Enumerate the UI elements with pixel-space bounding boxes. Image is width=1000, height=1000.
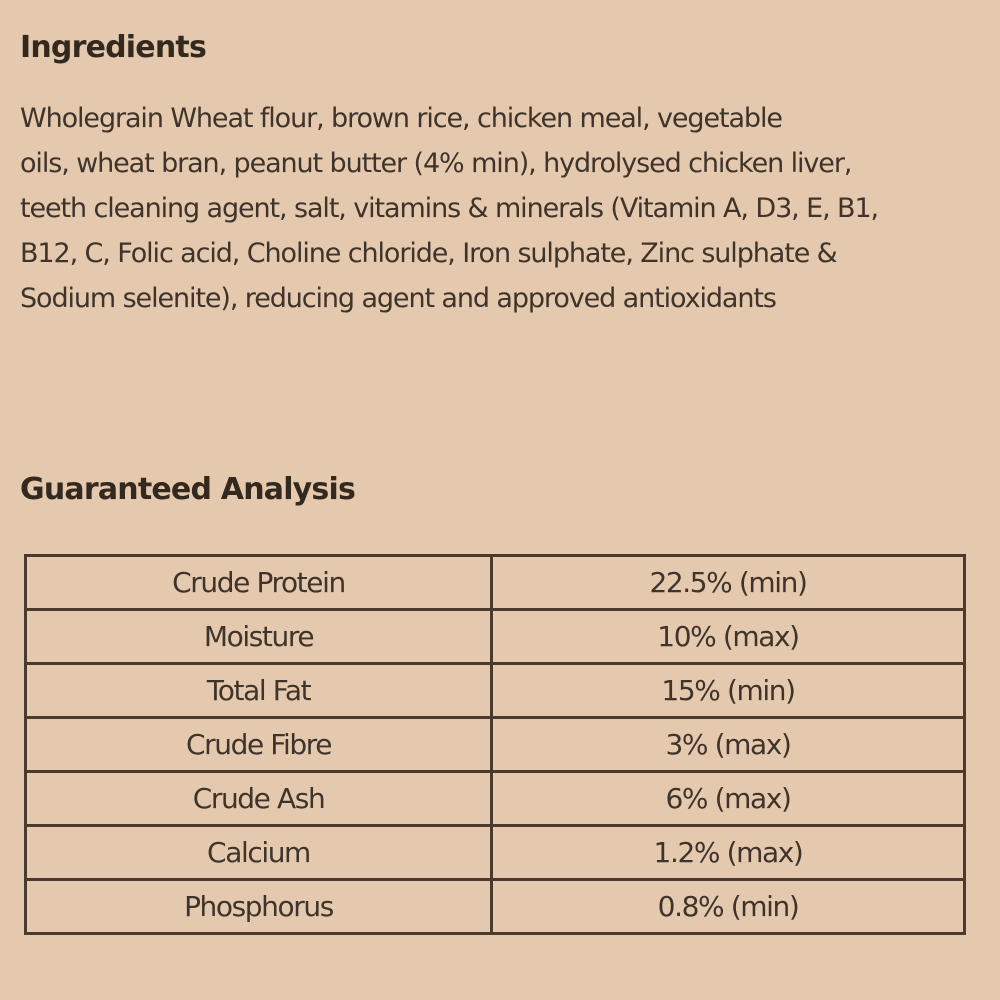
nutrient-name-cell: Crude Ash xyxy=(26,772,492,826)
table-row xyxy=(26,664,965,718)
guaranteed-analysis-heading: Guaranteed Analysis xyxy=(20,472,356,507)
nutrient-name-cell: Crude Fibre xyxy=(26,718,492,772)
nutrient-value-cell: 22.5% (min) xyxy=(492,556,965,610)
ingredients-line: B12, C, Folic acid, Choline chloride, Iron sulphate, Zinc sulphate & xyxy=(20,238,837,269)
ingredients-line: teeth cleaning agent, salt, vitamins & minerals (Vitamin A, D3, E, B1, xyxy=(20,193,879,224)
ingredients-text xyxy=(20,96,980,321)
nutrient-name-cell: Total Fat xyxy=(26,664,492,718)
table-row xyxy=(26,880,965,934)
nutrient-value-cell: 6% (max) xyxy=(492,772,965,826)
nutrient-name-cell: Phosphorus xyxy=(26,880,492,934)
nutrient-value-cell: 1.2% (max) xyxy=(492,826,965,880)
table-row xyxy=(26,718,965,772)
table-row xyxy=(26,610,965,664)
nutrient-value-cell: 0.8% (min) xyxy=(492,880,965,934)
ingredients-line: oils, wheat bran, peanut butter (4% min), hydrolysed chicken liver, xyxy=(20,148,852,179)
ingredients-line: Sodium selenite), reducing agent and approved antioxidants xyxy=(20,283,776,314)
ingredients-line: Wholegrain Wheat flour, brown rice, chicken meal, vegetable xyxy=(20,103,782,134)
nutrient-value-cell: 15% (min) xyxy=(492,664,965,718)
guaranteed-analysis-table xyxy=(24,554,966,935)
ingredients-heading: Ingredients xyxy=(20,30,206,65)
table-row xyxy=(26,772,965,826)
nutrient-name-cell: Moisture xyxy=(26,610,492,664)
nutrient-value-cell: 10% (max) xyxy=(492,610,965,664)
table-row xyxy=(26,826,965,880)
nutrient-name-cell: Crude Protein xyxy=(26,556,492,610)
nutrient-value-cell: 3% (max) xyxy=(492,718,965,772)
table-row xyxy=(26,556,965,610)
nutrient-name-cell: Calcium xyxy=(26,826,492,880)
